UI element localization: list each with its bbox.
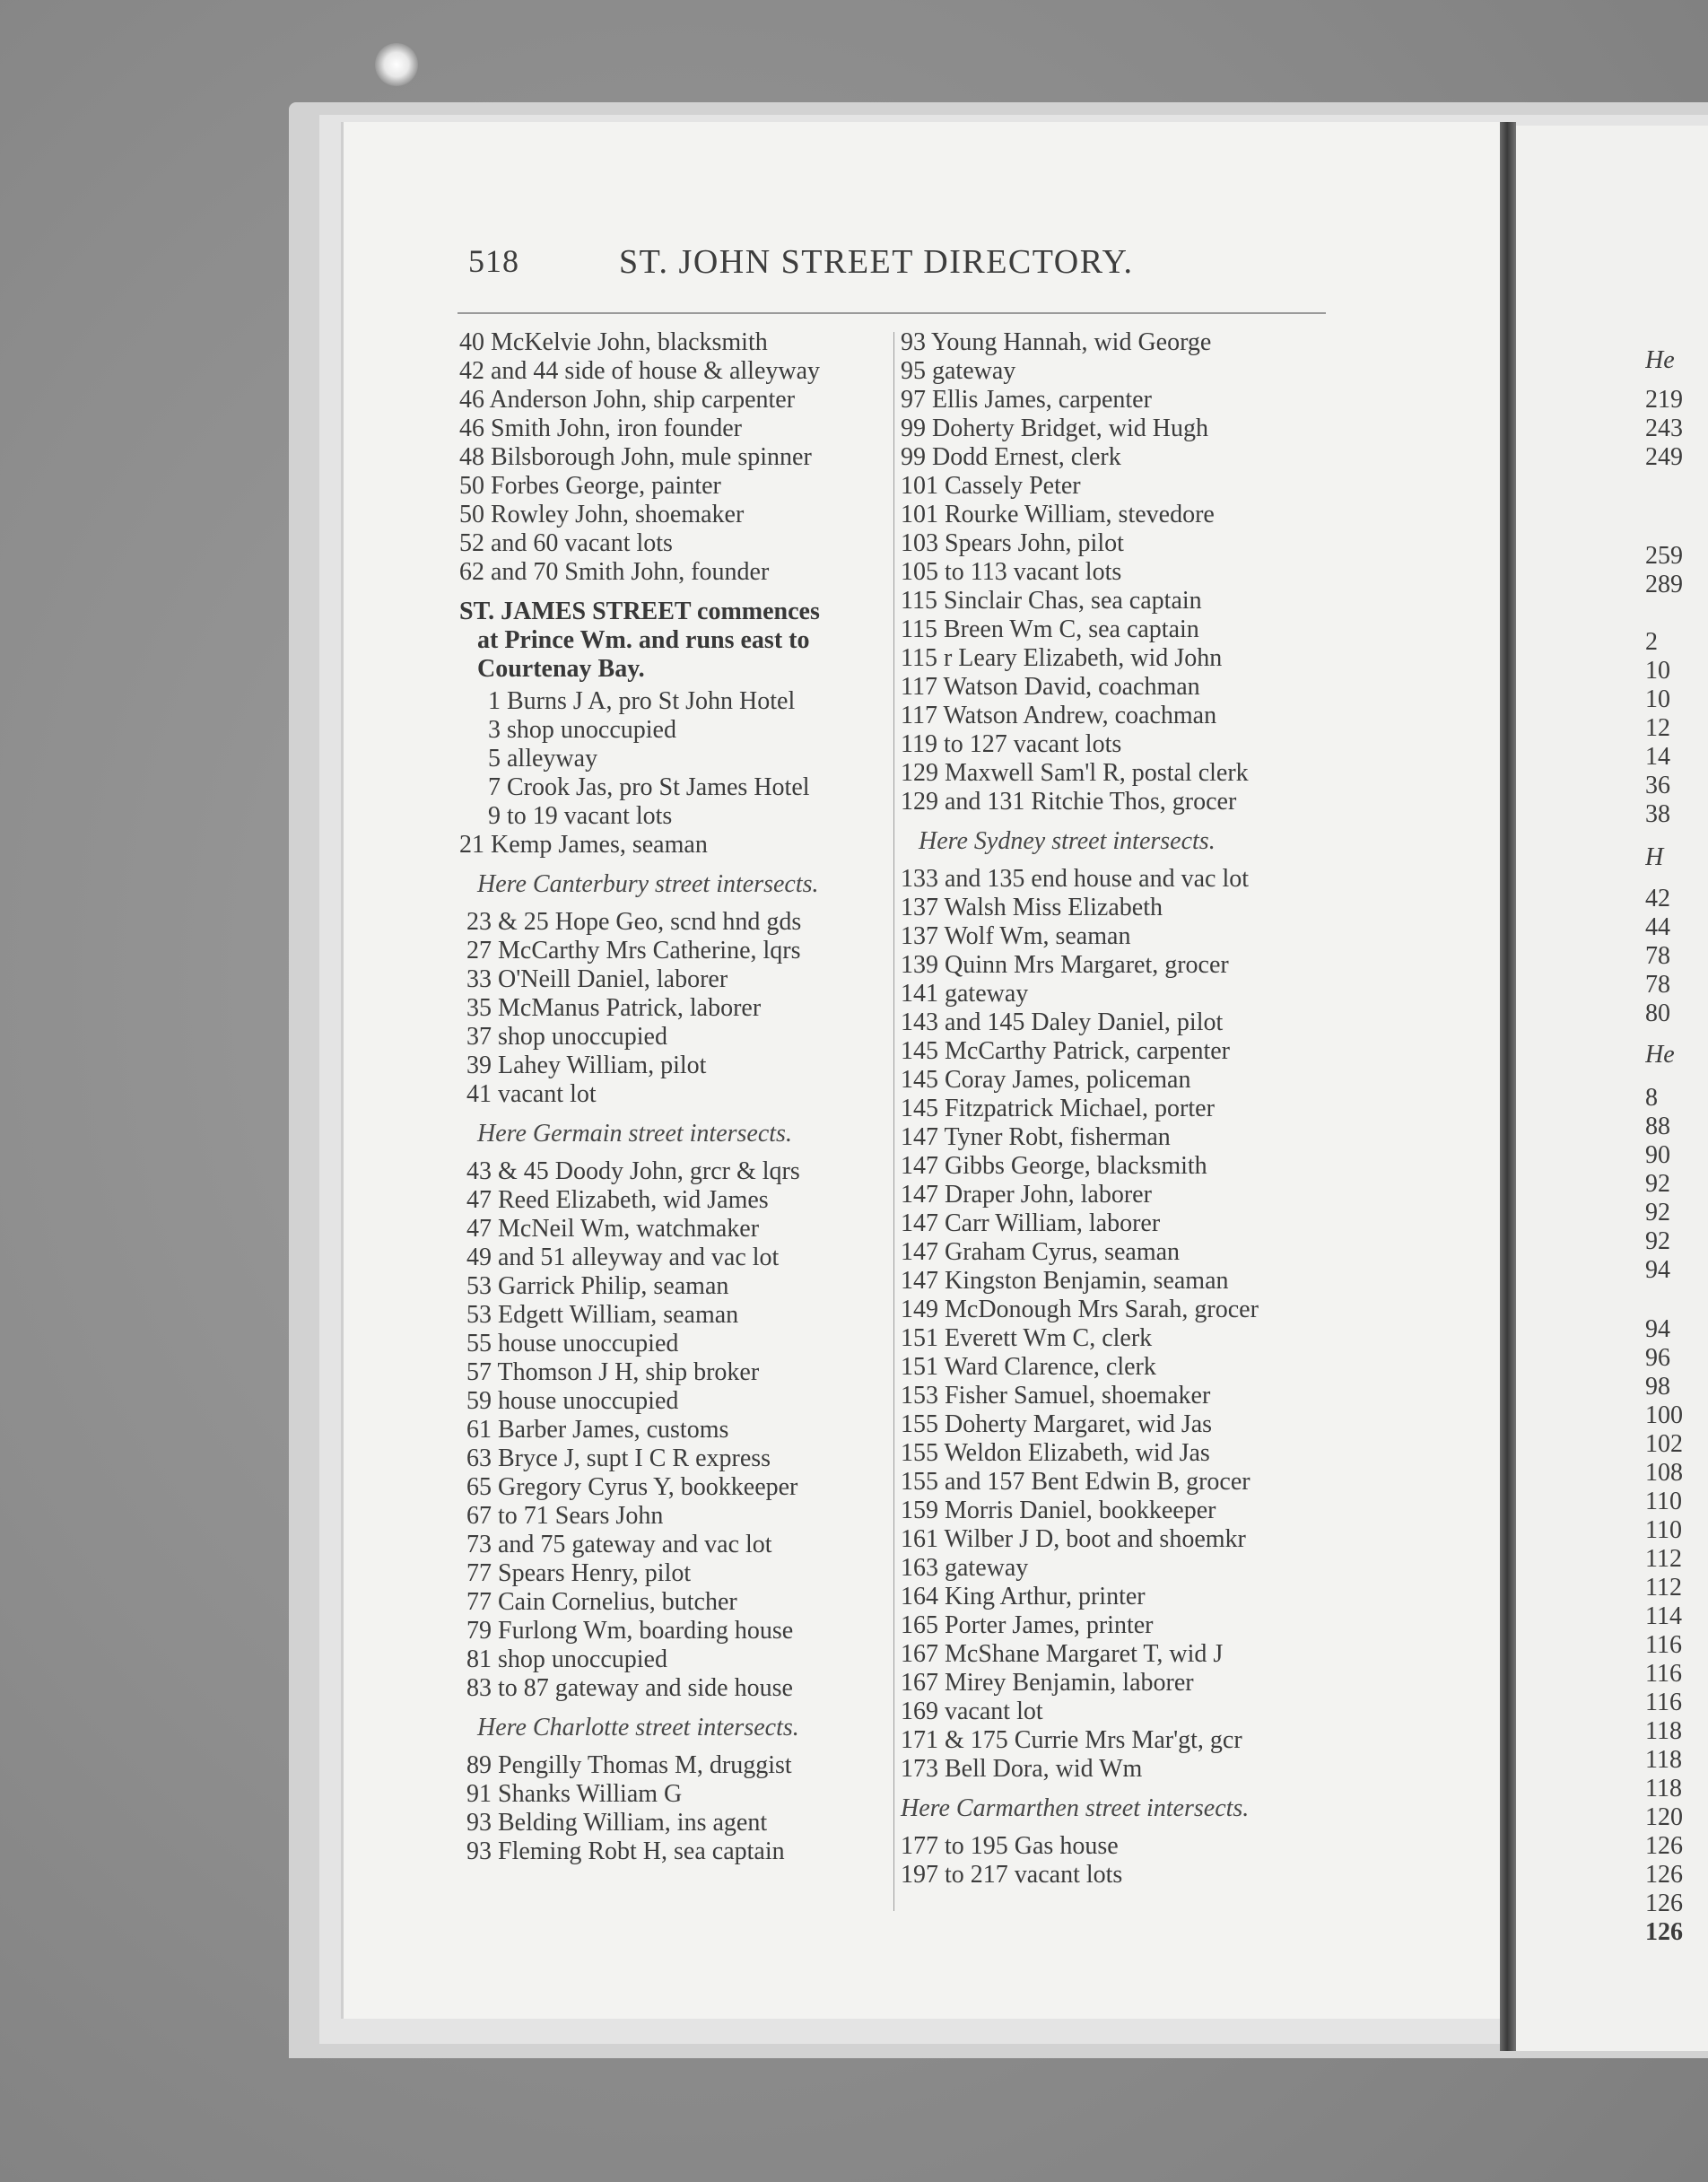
facing-page-entry-fragment: 102 xyxy=(1645,1430,1683,1458)
intersection-note: Here Germain street intersects. xyxy=(477,1120,792,1148)
intersection-note: Here Canterbury street intersects. xyxy=(477,870,819,898)
facing-page-entry-fragment: 44 xyxy=(1645,913,1670,941)
page-number: 518 xyxy=(468,243,519,279)
facing-page-entry-fragment: 10 xyxy=(1645,685,1670,713)
facing-page-entry-fragment: He xyxy=(1645,1041,1675,1069)
directory-entry: 137 Walsh Miss Elizabeth xyxy=(901,894,1163,921)
entries-group-2 xyxy=(459,687,893,860)
directory-entry: 103 Spears John, pilot xyxy=(901,529,1124,557)
directory-entry: 79 Furlong Wm, boarding house xyxy=(466,1617,794,1645)
facing-page-entry-fragment: 90 xyxy=(1645,1141,1670,1169)
directory-entry: 63 Bryce J, supt I C R express xyxy=(466,1444,771,1472)
directory-entry: 177 to 195 Gas house xyxy=(901,1832,1119,1860)
facing-page-entry-fragment: He xyxy=(1645,346,1675,374)
directory-entry: 147 Draper John, laborer xyxy=(901,1181,1152,1209)
facing-page-entry-fragment: 10 xyxy=(1645,657,1670,685)
column-divider xyxy=(893,332,894,1911)
intersection-note: Here Charlotte street intersects. xyxy=(477,1714,799,1741)
directory-entry: 147 Carr William, laborer xyxy=(901,1209,1161,1237)
facing-page-entry-fragment: 78 xyxy=(1645,942,1670,970)
facing-page-entry-fragment: 259 xyxy=(1645,542,1683,570)
directory-entry: 147 Graham Cyrus, seaman xyxy=(901,1238,1181,1266)
header-rule xyxy=(458,312,1326,314)
facing-page-entry-fragment: 116 xyxy=(1645,1689,1682,1716)
directory-entry: 137 Wolf Wm, seaman xyxy=(901,922,1131,950)
entries-group-8 xyxy=(901,1832,1329,1890)
facing-page-edge-text xyxy=(1645,0,1708,2182)
directory-entry: 115 Sinclair Chas, sea captain xyxy=(901,587,1202,615)
directory-entry: 55 house unoccupied xyxy=(466,1330,679,1357)
facing-page-entry-fragment: 92 xyxy=(1645,1227,1670,1255)
facing-page-entry-fragment: 126 xyxy=(1645,1861,1683,1889)
directory-entry: 129 Maxwell Sam'l R, postal clerk xyxy=(901,759,1249,787)
facing-page-entry-fragment: 110 xyxy=(1645,1516,1682,1544)
directory-entry: 119 to 127 vacant lots xyxy=(901,730,1122,758)
directory-entry: 1 Burns J A, pro St John Hotel xyxy=(488,687,796,715)
facing-page-entry-fragment: 110 xyxy=(1645,1488,1682,1515)
directory-entry: 91 Shanks William G xyxy=(466,1780,683,1808)
facing-page-entry-fragment: 116 xyxy=(1645,1631,1682,1659)
directory-entry: 73 and 75 gateway and vac lot xyxy=(466,1531,772,1558)
directory-entry: 143 and 145 Daley Daniel, pilot xyxy=(901,1008,1224,1036)
directory-entry: 77 Cain Cornelius, butcher xyxy=(466,1588,737,1616)
facing-page-entry-fragment: 120 xyxy=(1645,1803,1683,1831)
facing-page-entry-fragment: 114 xyxy=(1645,1602,1682,1630)
directory-entry: 53 Garrick Philip, seaman xyxy=(466,1272,729,1300)
directory-entry: 62 and 70 Smith John, founder xyxy=(459,558,770,586)
directory-entry: 9 to 19 vacant lots xyxy=(488,802,673,830)
directory-entry: 155 Weldon Elizabeth, wid Jas xyxy=(901,1439,1210,1467)
entries-group-3 xyxy=(459,908,893,1109)
entries-group-7 xyxy=(901,865,1329,1784)
directory-entry: 35 McManus Patrick, laborer xyxy=(466,994,762,1022)
directory-entry: 89 Pengilly Thomas M, druggist xyxy=(466,1751,792,1779)
directory-entry: 42 and 44 side of house & alleyway xyxy=(459,357,821,385)
facing-page-entry-fragment: 42 xyxy=(1645,885,1670,912)
directory-entry: 159 Morris Daniel, bookkeeper xyxy=(901,1497,1216,1524)
directory-entry: 77 Spears Henry, pilot xyxy=(466,1559,692,1587)
directory-entry: 173 Bell Dora, wid Wm xyxy=(901,1755,1143,1783)
facing-page-entry-fragment: 78 xyxy=(1645,971,1670,999)
entries-group-4 xyxy=(459,1157,893,1703)
directory-entry: 61 Barber James, customs xyxy=(466,1416,729,1444)
directory-entry: 139 Quinn Mrs Margaret, grocer xyxy=(901,951,1229,979)
directory-entry: 151 Everett Wm C, clerk xyxy=(901,1324,1153,1352)
facing-page-entry-fragment: 219 xyxy=(1645,386,1683,414)
directory-entry: 49 and 51 alleyway and vac lot xyxy=(466,1244,780,1271)
directory-entry: 151 Ward Clarence, clerk xyxy=(901,1353,1156,1381)
directory-entry: 99 Doherty Bridget, wid Hugh xyxy=(901,415,1208,442)
facing-page-entry-fragment: 94 xyxy=(1645,1315,1670,1343)
facing-page-entry-fragment: 92 xyxy=(1645,1199,1670,1226)
directory-entry: 167 McShane Margaret T, wid J xyxy=(901,1640,1224,1668)
facing-page-entry-fragment: 289 xyxy=(1645,571,1683,598)
directory-entry: 117 Watson Andrew, coachman xyxy=(901,702,1217,729)
facing-page-entry-fragment: 118 xyxy=(1645,1746,1682,1774)
directory-entry: 93 Fleming Robt H, sea captain xyxy=(466,1837,785,1865)
facing-page-entry-fragment: 88 xyxy=(1645,1113,1670,1140)
directory-entry: 3 shop unoccupied xyxy=(488,716,676,744)
facing-page-entry-fragment: 92 xyxy=(1645,1170,1670,1198)
directory-entry: 115 r Leary Elizabeth, wid John xyxy=(901,644,1223,672)
street-heading xyxy=(459,598,893,684)
directory-entry: 105 to 113 vacant lots xyxy=(901,558,1122,586)
facing-page-entry-fragment: 96 xyxy=(1645,1344,1670,1372)
directory-entry: 145 Fitzpatrick Michael, porter xyxy=(901,1095,1215,1122)
facing-page-entry-fragment: 126 xyxy=(1645,1832,1683,1860)
directory-entry: 197 to 217 vacant lots xyxy=(901,1861,1123,1889)
directory-entry: 147 Tyner Robt, fisherman xyxy=(901,1123,1171,1151)
directory-entry: 50 Forbes George, painter xyxy=(459,472,721,500)
facing-page-entry-fragment: 112 xyxy=(1645,1574,1682,1602)
facing-page-entry-fragment: 118 xyxy=(1645,1717,1682,1745)
facing-page-entry-fragment: 249 xyxy=(1645,443,1683,471)
entries-group-1 xyxy=(459,328,893,587)
entries-group-5 xyxy=(459,1751,893,1866)
directory-entry: 129 and 131 Ritchie Thos, grocer xyxy=(901,788,1237,816)
directory-entry: 97 Ellis James, carpenter xyxy=(901,386,1152,414)
directory-entry: 23 & 25 Hope Geo, scnd hnd gds xyxy=(466,908,802,936)
facing-page-entry-fragment: 94 xyxy=(1645,1256,1670,1284)
facing-page-entry-fragment: 80 xyxy=(1645,999,1670,1027)
directory-entry: 37 shop unoccupied xyxy=(466,1023,667,1051)
directory-entry: 155 and 157 Bent Edwin B, grocer xyxy=(901,1468,1250,1496)
facing-page-entry-fragment: 116 xyxy=(1645,1660,1682,1688)
street-heading-line: ST. JAMES STREET commences xyxy=(459,598,820,625)
directory-entry: 5 alleyway xyxy=(488,745,598,772)
directory-entry: 101 Cassely Peter xyxy=(901,472,1081,500)
directory-entry: 99 Dodd Ernest, clerk xyxy=(901,443,1121,471)
intersection-note: Here Sydney street intersects. xyxy=(919,827,1216,855)
directory-entry: 52 and 60 vacant lots xyxy=(459,529,673,557)
directory-entry: 149 McDonough Mrs Sarah, grocer xyxy=(901,1296,1259,1323)
directory-entry: 133 and 135 end house and vac lot xyxy=(901,865,1250,893)
directory-entry: 163 gateway xyxy=(901,1554,1029,1582)
directory-entry: 153 Fisher Samuel, shoemaker xyxy=(901,1382,1211,1410)
dust-speck xyxy=(375,43,418,86)
directory-entry: 147 Kingston Benjamin, seaman xyxy=(901,1267,1229,1295)
directory-entry: 93 Belding William, ins agent xyxy=(466,1809,768,1837)
directory-entry: 40 McKelvie John, blacksmith xyxy=(459,328,768,356)
directory-entry: 65 Gregory Cyrus Y, bookkeeper xyxy=(466,1473,798,1501)
directory-entry: 7 Crook Jas, pro St James Hotel xyxy=(488,773,810,801)
facing-page-entry-fragment: 100 xyxy=(1645,1401,1683,1429)
directory-entry: 48 Bilsborough John, mule spinner xyxy=(459,443,812,471)
directory-entry: 167 Mirey Benjamin, laborer xyxy=(901,1669,1194,1697)
directory-entry: 81 shop unoccupied xyxy=(466,1645,667,1673)
directory-entry: 53 Edgett William, seaman xyxy=(466,1301,739,1329)
page-title: ST. JOHN STREET DIRECTORY. xyxy=(619,243,1134,281)
street-heading-line: Courtenay Bay. xyxy=(477,655,645,683)
directory-entry: 50 Rowley John, shoemaker xyxy=(459,501,745,528)
directory-entry: 161 Wilber J D, boot and shoemkr xyxy=(901,1525,1246,1553)
street-heading-line: at Prince Wm. and runs east to xyxy=(477,626,810,654)
facing-page-entry-fragment: 38 xyxy=(1645,800,1670,828)
directory-entry: 115 Breen Wm C, sea captain xyxy=(901,615,1199,643)
book-gutter xyxy=(1500,122,1516,2051)
directory-entry: 21 Kemp James, seaman xyxy=(459,831,708,859)
directory-entry: 67 to 71 Sears John xyxy=(466,1502,664,1530)
facing-page-entry-fragment: 98 xyxy=(1645,1373,1670,1401)
directory-entry: 145 Coray James, policeman xyxy=(901,1066,1191,1094)
facing-page-entry-fragment: 12 xyxy=(1645,714,1670,742)
directory-entry: 95 gateway xyxy=(901,357,1016,385)
directory-entry: 47 Reed Elizabeth, wid James xyxy=(466,1186,769,1214)
directory-entry: 164 King Arthur, printer xyxy=(901,1583,1146,1610)
facing-page-entry-fragment: 126 xyxy=(1645,1890,1683,1917)
directory-entry: 171 & 175 Currie Mrs Mar'gt, gcr xyxy=(901,1726,1242,1754)
directory-entry: 46 Smith John, iron founder xyxy=(459,415,742,442)
directory-entry: 57 Thomson J H, ship broker xyxy=(466,1358,760,1386)
directory-entry: 169 vacant lot xyxy=(901,1698,1043,1725)
facing-page-entry-fragment: 14 xyxy=(1645,743,1670,771)
entries-group-6 xyxy=(901,328,1329,816)
directory-column-right xyxy=(901,328,1329,1890)
directory-column-left xyxy=(459,328,893,1866)
directory-entry: 165 Porter James, printer xyxy=(901,1611,1154,1639)
intersection-note: Here Carmarthen street intersects. xyxy=(901,1794,1250,1822)
directory-entry: 141 gateway xyxy=(901,980,1029,1008)
directory-entry: 43 & 45 Doody John, grcr & lqrs xyxy=(466,1157,800,1185)
directory-entry: 33 O'Neill Daniel, laborer xyxy=(466,965,728,993)
facing-page-entry-fragment: 36 xyxy=(1645,772,1670,799)
facing-page-entry-fragment: 112 xyxy=(1645,1545,1682,1573)
directory-entry: 83 to 87 gateway and side house xyxy=(466,1674,793,1702)
directory-entry: 46 Anderson John, ship carpenter xyxy=(459,386,796,414)
directory-entry: 117 Watson David, coachman xyxy=(901,673,1200,701)
facing-page-entry-fragment: H xyxy=(1645,843,1664,871)
directory-entry: 59 house unoccupied xyxy=(466,1387,679,1415)
directory-entry: 41 vacant lot xyxy=(466,1080,597,1108)
facing-page-entry-fragment: 2 xyxy=(1645,628,1658,656)
facing-page-entry-fragment: 243 xyxy=(1645,415,1683,442)
directory-entry: 27 McCarthy Mrs Catherine, lqrs xyxy=(466,937,801,964)
directory-entry: 39 Lahey William, pilot xyxy=(466,1052,707,1079)
directory-entry: 101 Rourke William, stevedore xyxy=(901,501,1215,528)
directory-entry: 147 Gibbs George, blacksmith xyxy=(901,1152,1207,1180)
directory-entry: 145 McCarthy Patrick, carpenter xyxy=(901,1037,1230,1065)
facing-page-entry-fragment: 108 xyxy=(1645,1459,1683,1487)
facing-page-entry-fragment: 126 xyxy=(1645,1918,1683,1946)
directory-entry: 47 McNeil Wm, watchmaker xyxy=(466,1215,760,1243)
facing-page-entry-fragment: 118 xyxy=(1645,1775,1682,1802)
facing-page-entry-fragment: 8 xyxy=(1645,1084,1658,1112)
directory-entry: 93 Young Hannah, wid George xyxy=(901,328,1212,356)
directory-entry: 155 Doherty Margaret, wid Jas xyxy=(901,1410,1213,1438)
